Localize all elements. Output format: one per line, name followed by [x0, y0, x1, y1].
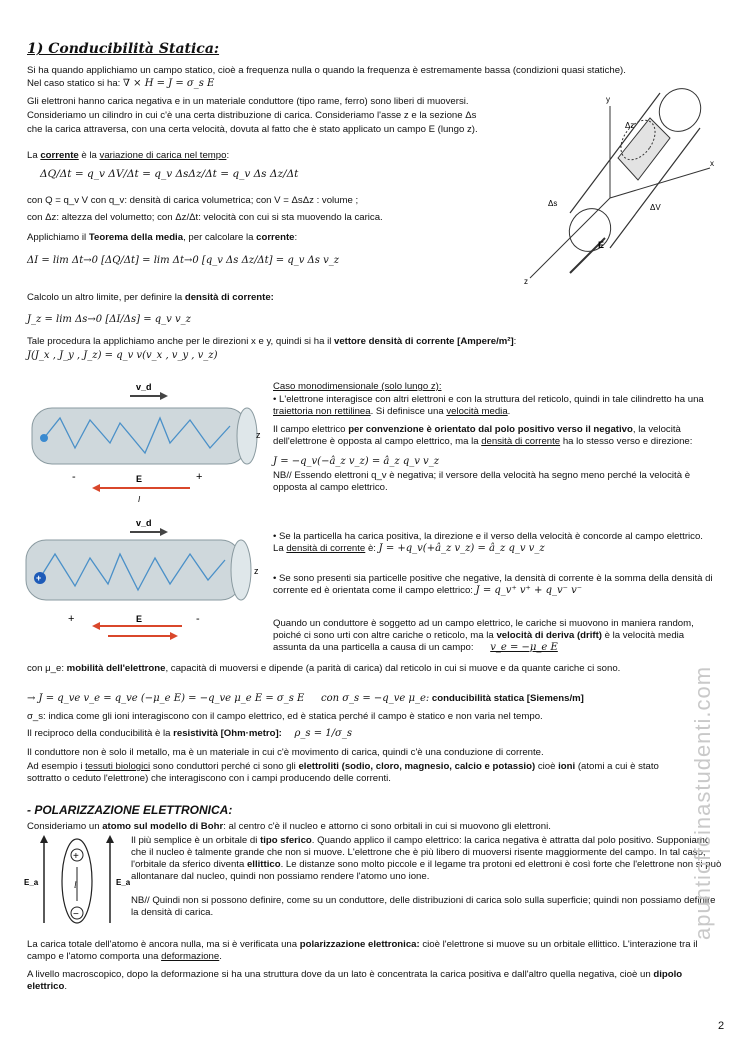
vector-density-equation: J(J_x , J_y , J_z) = q_v v(v_x , v_y , v_z) [27, 350, 218, 361]
label-y: y [606, 95, 610, 104]
cylinder-figure [510, 88, 720, 288]
field-arrowhead-left [40, 835, 48, 843]
intro-line: che la carica attraversa, con una certa velocità, dovuta al fatto che è stato applicato un campo E (lungo z). [27, 124, 478, 135]
orbital-paragraph: Il più semplice è un orbitale di tipo sferico. Quando applico il campo elettrico: la carica negativa è attratta dal polo positivo. Supponiamo che il nucleo è talmente grande che non si muove. L'elettrone che è più libero di muoversi risente maggiormente del campo. In tal caso, l'orbitale da sferico diventa ellittico. Le distanze sono molto piccole e il legame tra protoni ed elettroni è così forte che l'elettrone non si può allontanare dal nucleo, quindi non possiamo rendere l'atomo uno ione. [131, 835, 722, 882]
conductor-note: Il conduttore non è solo il metallo, ma è un materiale in cui c'è movimento di carica, quindi c'è una conduzione di corrente. [27, 747, 544, 758]
sigma-note: σ_s: indica come gli ioni interagiscono con il campo elettrico, ed è statica perché il campo è statico e non varia nel tempo. [27, 711, 543, 722]
wire-figure-positive [20, 514, 275, 642]
watermark: apuntioffcinastudenti.com [690, 665, 715, 940]
x-axis [610, 168, 710, 198]
label-E: E [598, 240, 605, 250]
biological-tissue-note: Ad esempio i tessuti biologici sono conduttori perché ci sono gli elettroliti (sodio, cloro, magnesio, calcio e potassio) cioè ioni (atomi a cui è stato sottratto o ceduto l'elettrone) che interagiscono con i campi producendo delle correnti. [27, 761, 659, 784]
intro-line: Si ha quando applichiamo un campo statico, cioè a frequenza nulla o quando la frequenza è estremamente bassa (condizioni quasi statiche). [27, 65, 626, 76]
label-z: z [524, 277, 528, 286]
current-definition: La corrente è la variazione di carica nel tempo: [27, 150, 230, 161]
density-line: Calcolo un altro limite, per definire la densità di corrente: [27, 292, 274, 303]
mono-paragraph: • L'elettrone interagisce con altri elettroni e con la struttura del reticolo, quindi in tale cilindretto ha una traiettoria non rettilinea. Si definisce una velocità media. [273, 394, 704, 417]
section-heading: - POLARIZZAZIONE ELETTRONICA: [27, 803, 233, 817]
drift-paragraph: Quando un conduttore è soggetto ad un campo elettrico, le cariche si muovono in maniera random, poiché ci sono urti con altre cariche o reticolo, ma la velocità di deriva (drift) è la velocità media assunta da una particella a causa di un campo: v_e = −μ_e E [273, 618, 694, 653]
mono-heading: Caso monodimensionale (solo lungo z): [273, 381, 442, 392]
label-vd: v_d [136, 382, 152, 392]
label-z: z [256, 430, 261, 440]
intro-line: Consideriamo un cilindro in cui c'è una certa distribuzione di carica. Consideriamo l'asse z e la sezione Δs [27, 110, 477, 121]
maxwell-equation: ∇ × H = J = σ_s E [123, 78, 215, 89]
atom-figure [22, 833, 130, 929]
vector-density-line: Tale procedura la applichiamo anche per le direzioni x e y, quindi si ha il vettore densità di corrente [Ampere/m²]: [27, 336, 517, 347]
mono-note: NB// Essendo elettroni q_v è negativa; il versore della velocità ha segno meno perché la velocità è opposta al campo elettrico. [273, 470, 691, 493]
label-x: x [710, 159, 714, 168]
charge-plus: + [36, 573, 42, 583]
mobility-line: con μ_e: mobilità dell'elettrone, capacità di muoversi e dipende (a parità di carica) dal reticolo in cui si muove e da quante cariche ci sono. [27, 663, 621, 674]
current-note: con Δz: altezza del volumetto; con Δz/Δt: velocità con cui si sta muovendo la carica. [27, 212, 383, 223]
field-arrowhead-right [106, 835, 114, 843]
intro-line: Nel caso statico si ha: ∇ × H = J = σ_s E [27, 78, 215, 89]
plus-sign: + [196, 471, 203, 483]
positive-paragraph: • Se la particella ha carica positiva, la direzione e il verso della velocità è concorde al campo elettrico. La densità di corrente è: J = +q_v(+â_z v_z) = â_z q_v v_z [273, 531, 703, 554]
current-limit-equation: ΔI = lim Δt→0 [ΔQ/Δt] = lim Δt→0 [q_v Δs Δz/Δt] = q_v Δs v_z [27, 255, 339, 266]
wire-end [237, 408, 257, 464]
label-l: l [74, 880, 77, 890]
mono-paragraph: Il campo elettrico per convenzione è orientato dal polo positivo verso il negativo, la velocità dell'elettrone è opposta al campo elettrico, ma la densità di corrente ha lo stesso verso e direzione: [273, 424, 693, 447]
label-E: E [136, 614, 143, 624]
plus-sign: + [68, 613, 75, 625]
mono-equation: J = −q_v(−â_z v_z) = â_z q_v v_z [273, 456, 439, 467]
conductivity-line: → J = q_ve v_e = q_ve (−μ_e E) = −q_ve μ_e E = σ_s E con σ_s = −q_ve μ_e: conducibilità statica [Siemens/m] [27, 693, 584, 704]
mean-theorem-line: Applichiamo il Teorema della media, per calcolare la corrente: [27, 232, 298, 243]
velocity-arrowhead [160, 392, 168, 400]
label-vd: v_d [136, 518, 152, 528]
page-title: 1) Conducibilità Statica: [27, 41, 220, 57]
wire-end [231, 540, 251, 600]
label-dz: Δz [625, 121, 635, 130]
wire-figure-negative [20, 378, 275, 506]
label-Ea-right: E_a [116, 878, 130, 887]
minus-sign: - [72, 471, 76, 483]
minus-sign: - [196, 613, 200, 625]
label-I: I [138, 495, 141, 504]
orbital-note: NB// Quindi non si possono definire, come su un conduttore, delle distribuzioni di carica solo sulla superficie; quindi non possiamo definire la densità di carica. [131, 895, 716, 918]
electron [40, 434, 48, 442]
density-equation: J_z = lim Δs→0 [ΔI/Δs] = q_v v_z [27, 314, 191, 325]
field-arrowhead [92, 622, 100, 630]
label-ds: Δs [548, 199, 558, 208]
cylinder-bottom [561, 201, 619, 260]
electron-minus: − [73, 909, 79, 920]
current-arrowhead [170, 632, 178, 640]
field-arrowhead [92, 484, 100, 492]
label-Ea-left: E_a [24, 878, 39, 887]
wire-body [32, 408, 247, 464]
bohr-line: Consideriamo un atomo sul modello di Bohr: al centro c'è il nucleo e attorno ci sono orbitali in cui si muovono gli elettroni. [27, 821, 551, 832]
current-equation: ΔQ/Δt = q_v ΔV/Δt = q_v ΔsΔz/Δt = q_v Δs Δz/Δt [40, 168, 299, 180]
label-z: z [254, 566, 259, 576]
velocity-arrowhead [160, 528, 168, 536]
label-E: E [136, 474, 143, 484]
current-note: con Q = q_v V con q_v: densità di carica volumetrica; con V = ΔsΔz : volume ; [27, 195, 359, 206]
polarization-paragraph: La carica totale dell'atomo è ancora nulla, ma si è verificata una polarizzazione elettronica: cioè l'elettrone si muove su un orbitale ellittico. L'interazione tra il campo e l'atomo comporta una deformazione. [27, 939, 698, 962]
resistivity-line: Il reciproco della conducibilità è la resistività [Ohm·metro]: ρ_s = 1/σ_s [27, 728, 352, 739]
intro-line: Gli elettroni hanno carica negativa e in un materiale conduttore (tipo rame, ferro) sono liberi di muoversi. [27, 96, 469, 107]
dipole-paragraph: A livello macroscopico, dopo la deformazione si ha una struttura dove da un lato è concentrata la carica positiva e dall'altro quella negativa, cioè un dipolo elettrico. [27, 969, 683, 992]
nucleus-plus: + [73, 851, 79, 862]
mixed-paragraph: • Se sono presenti sia particelle positive che negative, la densità di corrente è la somma della densità di corrente ed è orientata come il campo elettrico: J = q_v⁺ v⁺ + q_v⁻ v⁻ [273, 573, 713, 596]
label-dv: ΔV [650, 203, 661, 212]
page-number: 2 [718, 1020, 725, 1032]
wire-body [26, 540, 241, 600]
